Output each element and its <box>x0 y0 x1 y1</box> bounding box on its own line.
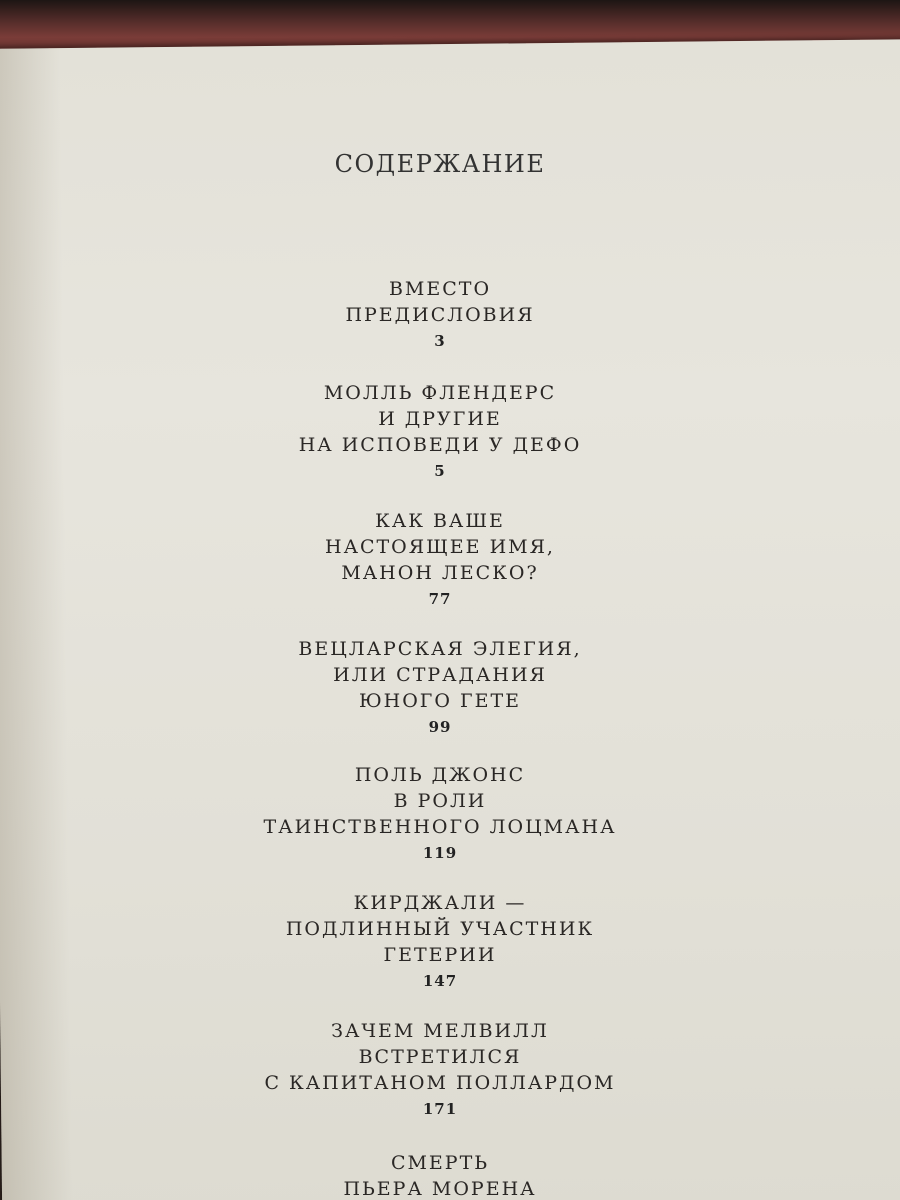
entry-title-line: И ДРУГИЕ <box>378 408 502 430</box>
toc-entry <box>200 1018 680 1122</box>
entry-title-line: ЮНОГО ГЕТЕ <box>358 690 521 712</box>
toc-entry <box>200 1150 680 1200</box>
toc-entry <box>200 508 680 612</box>
entry-page-number: 77 <box>428 590 452 608</box>
entry-title-line: КАК ВАШЕ <box>375 510 505 532</box>
entry-page-number: 147 <box>422 972 458 990</box>
entry-title-line: ПРЕДИСЛОВИЯ <box>345 304 535 326</box>
entry-title-line: ТАИНСТВЕННОГО ЛОЦМАНА <box>263 816 617 838</box>
entry-title-line: ВСТРЕТИЛСЯ <box>358 1046 522 1068</box>
entry-title-line: ЗАЧЕМ МЕЛВИЛЛ <box>331 1020 549 1042</box>
entry-title-line: ГЕТЕРИИ <box>383 944 497 966</box>
entry-title-line: ИЛИ СТРАДАНИЯ <box>333 664 547 686</box>
entry-page-number: 99 <box>428 718 452 736</box>
entry-title-line: ПОЛЬ ДЖОНС <box>354 764 526 786</box>
entry-title-line: КИРДЖАЛИ — <box>353 892 527 914</box>
toc-title: СОДЕРЖАНИЕ <box>334 150 546 178</box>
toc-entry <box>200 276 680 354</box>
entry-title-line: ПОДЛИННЫЙ УЧАСТНИК <box>285 918 595 940</box>
entry-title-line: ВЕЦЛАРСКАЯ ЭЛЕГИЯ, <box>298 638 582 660</box>
entry-page-number: 5 <box>434 462 446 480</box>
entry-title-line: С КАПИТАНОМ ПОЛЛАРДОМ <box>264 1072 616 1094</box>
entry-title-line: ПЬЕРА МОРЕНА <box>343 1178 537 1200</box>
entry-title-line: СМЕРТЬ <box>390 1152 490 1174</box>
entry-title-line: НА ИСПОВЕДИ У ДЕФО <box>298 434 582 456</box>
entry-page-number: 3 <box>434 332 446 350</box>
toc-entry <box>200 762 680 866</box>
entry-page-number: 171 <box>422 1100 458 1118</box>
entry-title-line: НАСТОЯЩЕЕ ИМЯ, <box>325 536 555 558</box>
toc-entry <box>200 636 680 740</box>
toc-entry <box>200 380 680 484</box>
entry-title-line: ВМЕСТО <box>388 278 492 300</box>
entry-title-line: МОЛЛЬ ФЛЕНДЕРС <box>323 382 557 404</box>
entry-title-line: МАНОН ЛЕСКО? <box>341 562 539 584</box>
entry-page-number: 119 <box>422 844 458 862</box>
toc-entry <box>200 890 680 994</box>
entry-title-line: В РОЛИ <box>393 790 487 812</box>
